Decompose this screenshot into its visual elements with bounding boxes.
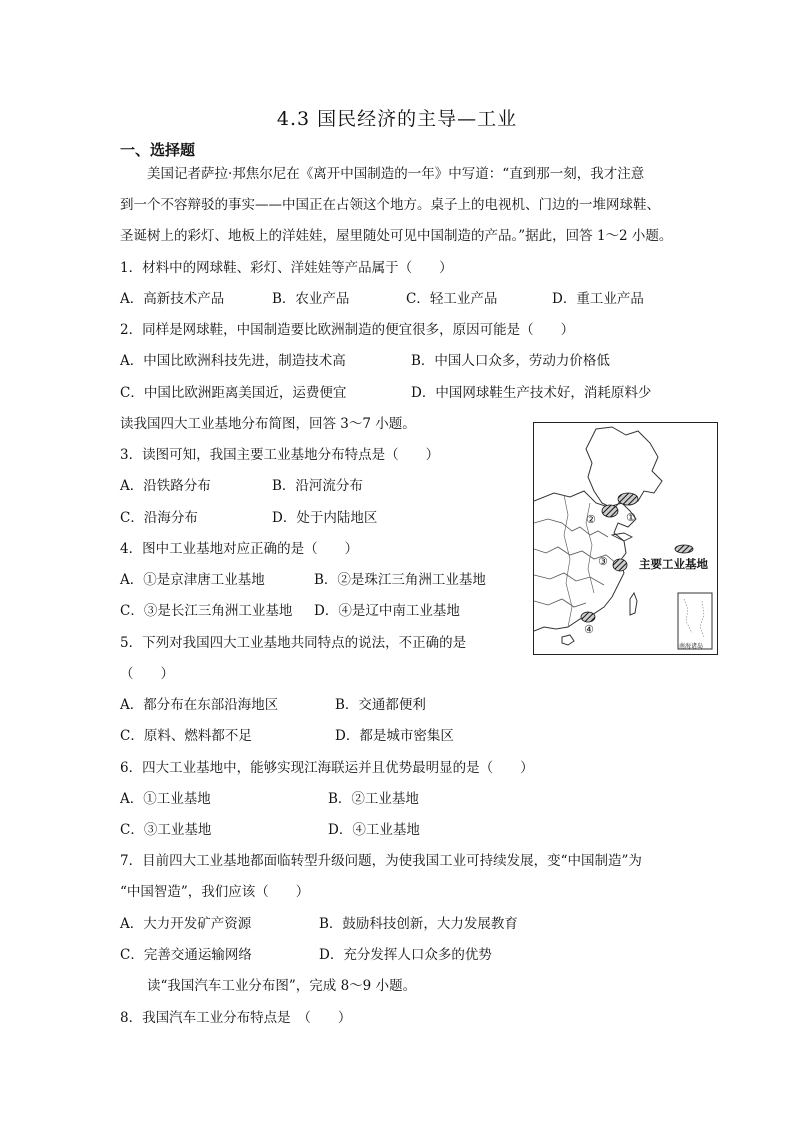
page-title: 4.3 国民经济的主导—工业: [276, 108, 518, 130]
q2-option-a: A．中国比欧洲科技先进，制造技术高: [120, 353, 346, 369]
intro-line-1: 美国记者萨拉·邦焦尔尼在《离开中国制造的一年》中写道：“直到那一刻，我才注意: [147, 166, 645, 182]
q3-option-d: D．处于内陆地区: [272, 510, 378, 526]
map-label-1: ①: [626, 511, 636, 524]
intro-line-3: 圣诞树上的彩灯、地板上的洋娃娃，屋里随处可见中国制造的产品。”据此，回答 1～2 小题。: [120, 228, 673, 244]
q5-option-c: C．原料、燃料都不足: [120, 728, 252, 744]
q3-option-b: B．沿河流分布: [272, 478, 363, 494]
q7-stem: 7．目前四大工业基地都面临转型升级问题，为使我国工业可持续发展，变“中国制造”为: [120, 853, 642, 869]
q4-stem: 4．图中工业基地对应正确的是（ ）: [120, 541, 359, 557]
q6-option-c: C．③工业基地: [120, 822, 212, 838]
q2-stem: 2．同样是网球鞋，中国制造要比欧洲制造的便宜很多，原因可能是（ ）: [120, 322, 575, 338]
q5-stem: 5．下列对我国四大工业基地共同特点的说法，不正确的是: [120, 635, 467, 651]
map-label-3: ③: [598, 555, 608, 568]
q7-option-d: D．充分发挥人口众多的优势: [319, 947, 492, 963]
base-patch-2: [602, 505, 618, 517]
q8-stem: 8．我国汽车工业分布特点是 （ ）: [120, 1010, 352, 1026]
q5-option-a: A．都分布在东部沿海地区: [120, 697, 279, 713]
legend-symbol: [675, 545, 693, 553]
q2-option-c: C．中国比欧洲距离美国近，运费便宜: [120, 385, 347, 401]
q3-option-c: C．沿海分布: [120, 510, 198, 526]
q6-stem: 6．四大工业基地中，能够实现江海联运并且优势最明显的是（ ）: [120, 760, 534, 776]
inset-label: 南海诸岛: [679, 643, 704, 650]
base-patch-3: [613, 559, 627, 571]
q4-option-b: B．②是珠江三角洲工业基地: [314, 572, 486, 588]
q3-stem: 3．读图可知，我国主要工业基地分布特点是（ ）: [120, 447, 440, 463]
read-car-instruction: 读“我国汽车工业分布图”，完成 8～9 小题。: [147, 978, 417, 994]
map-label-2: ②: [586, 513, 596, 526]
q2-option-b: B．中国人口众多，劳动力价格低: [411, 353, 610, 369]
map-legend-label: 主要工业基地: [639, 557, 708, 571]
base-patch-4: [581, 612, 595, 622]
q4-option-d: D．④是辽中南工业基地: [314, 603, 460, 619]
q1-option-b: B．农业产品: [272, 291, 350, 307]
q5-paren: （ ）: [120, 666, 174, 682]
q4-option-c: C．③是长江三角洲工业基地: [120, 603, 293, 619]
industrial-bases-map: [533, 422, 718, 655]
q1-option-a: A．高新技术产品: [120, 291, 225, 307]
q6-option-b: B．②工业基地: [328, 791, 419, 807]
china-east-map-drawing: [534, 423, 716, 653]
q5-option-b: B．交通都便利: [335, 697, 426, 713]
read-map-instruction: 读我国四大工业基地分布简图，回答 3～7 小题。: [120, 416, 416, 432]
section-heading: 一、选择题: [120, 141, 196, 159]
q3-option-a: A．沿铁路分布: [120, 478, 211, 494]
intro-line-2: 到一个不容辩驳的事实——中国正在占领这个地方。桌子上的电视机、门边的一堆网球鞋、: [120, 197, 660, 213]
q5-option-d: D．都是城市密集区: [335, 728, 454, 744]
q4-option-a: A．①是京津唐工业基地: [120, 572, 265, 588]
q6-option-d: D．④工业基地: [328, 822, 420, 838]
q1-option-d: D．重工业产品: [552, 291, 644, 307]
base-patch-1: [618, 493, 638, 505]
q7-option-c: C．完善交通运输网络: [120, 947, 252, 963]
q1-stem: 1．材料中的网球鞋、彩灯、洋娃娃等产品属于（ ）: [120, 260, 453, 276]
q7-option-b: B．鼓励科技创新，大力发展教育: [319, 916, 518, 932]
q1-option-c: C．轻工业产品: [406, 291, 498, 307]
q7-stem-cont: “中国智造”，我们应该（ ）: [120, 884, 310, 900]
q7-option-a: A．大力开发矿产资源: [120, 916, 252, 932]
q2-option-d: D．中国网球鞋生产技术好，消耗原料少: [411, 385, 652, 401]
map-label-4: ④: [584, 623, 594, 636]
q6-option-a: A．①工业基地: [120, 791, 211, 807]
